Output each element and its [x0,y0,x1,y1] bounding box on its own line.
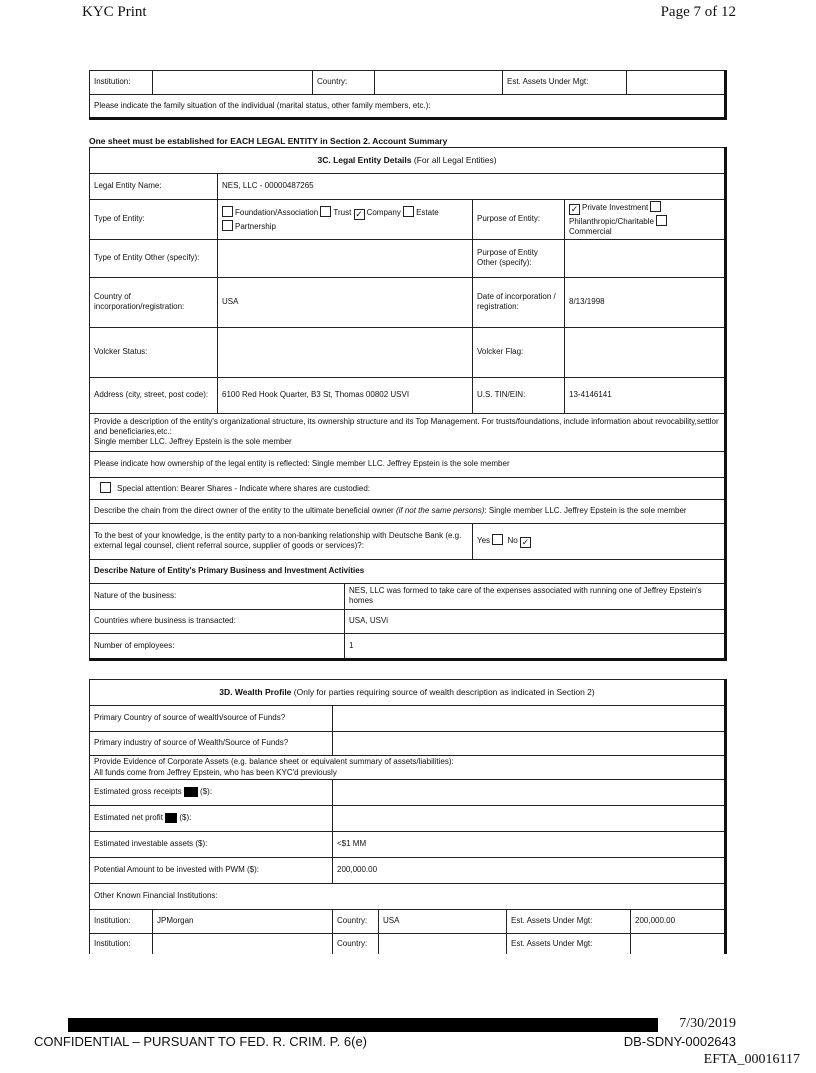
country-value [375,71,503,95]
country-label: Country: [313,71,375,95]
purpose-other-label: Purpose of Entity Other (specify): [473,239,565,277]
country-incorporation-label: Country of incorporation/registration: [90,277,218,327]
country-label: Country: [333,934,379,954]
efta-number: EFTA_00016117 [703,1052,800,1067]
redaction-bar [184,787,198,797]
family-table [89,70,727,120]
philanthropic-checkbox[interactable] [650,201,661,212]
legal-entity-note: One sheet must be established for EACH LEGAL ENTITY in Section 2. Account Summary [89,136,448,146]
net-profit-label: Estimated net profit ($): [90,806,333,832]
net-profit-value [333,806,726,832]
assets-label: Est. Assets Under Mgt: [503,71,627,95]
purpose-label: Purpose of Entity: [473,200,565,240]
ownership-reflection: Please indicate how ownership of the legal entity is reflected: Single member LLC. Jeffrey Epstein is the sole member [90,451,726,477]
country-value: USA [379,910,507,934]
countries-value: USA, USVi [345,609,726,633]
investable-assets-label: Estimated investable assets ($): [90,832,333,858]
volcker-status-value [218,327,473,377]
employees-value: 1 [345,633,726,659]
redaction-bar [165,813,177,823]
institution-label: Institution: [90,71,153,95]
potential-amount-label: Potential Amount to be invested with PWM ($): [90,858,333,884]
corporate-assets-evidence: Provide Evidence of Corporate Assets (e.g. balance sheet or equivalent summary of assets/liabilities): All funds come from Jeffrey Epstein, who has been KYC'd previously [90,756,726,780]
page-number: Page 7 of 12 [660,4,736,20]
foundation-checkbox[interactable] [222,206,233,217]
volcker-flag-value [565,327,726,377]
assets-value: 200,000.00 [631,910,726,934]
institution-value [153,71,313,95]
footer-date: 7/30/2019 [679,1016,736,1031]
gross-receipts-label: Estimated gross receipts ($): [90,780,333,806]
assets-value [627,71,726,95]
country-incorporation-value: USA [218,277,473,327]
bates-number: DB-SDNY-0002643 [623,1034,736,1049]
company-checkbox[interactable]: ✓ [355,209,363,220]
non-banking-answer: Yes No ✓ [473,523,726,559]
legal-entity-table [89,147,727,661]
primary-industry-value [333,732,726,756]
primary-industry-label: Primary industry of source of Wealth/Source of Funds? [90,732,333,756]
commercial-checkbox[interactable] [656,215,667,226]
date-incorporation-value: 8/13/1998 [565,277,726,327]
country-label: Country: [333,910,379,934]
institution-label: Institution: [90,910,153,934]
print-header-title: KYC Print [82,4,147,20]
assets-value [631,934,726,954]
tin-label: U.S. TIN/EIN: [473,377,565,413]
confidential-notice: CONFIDENTIAL – PURSUANT TO FED. R. CRIM. P. 6(e) [34,1034,368,1049]
date-incorporation-label: Date of incorporation / registration: [473,277,565,327]
investable-assets-value: <$1 MM [333,832,726,858]
section-3c-title: 3C. Legal Entity Details (For all Legal Entities) [90,148,726,174]
yes-checkbox[interactable] [492,534,503,545]
purpose-options: ✓ Private Investment Philanthropic/Charitable Commercial [565,200,726,240]
partnership-checkbox[interactable] [222,220,233,231]
entity-name-value: NES, LLC - 00000487265 [218,174,726,200]
ownership-chain: Describe the chain from the direct owner of the entity to the ultimate beneficial owner (if not the same persons): Single member LLC. Jeffrey Epstein is the sole member [90,499,726,523]
private-investment-checkbox[interactable]: ✓ [570,204,579,214]
no-checkbox[interactable]: ✓ [521,537,530,548]
family-situation-prompt: Please indicate the family situation of the individual (marital status, other family members, etc.): [90,95,726,119]
entity-type-options: Foundation/Association Trust ✓ Company Estate Partnership [218,200,473,240]
assets-label: Est. Assets Under Mgt: [507,910,631,934]
estate-checkbox[interactable] [403,206,414,217]
wealth-profile-table [89,679,727,954]
section-3d-title: 3D. Wealth Profile (Only for parties requiring source of wealth description as indicated in Section 2) [90,680,726,706]
employees-label: Number of employees: [90,633,345,659]
primary-country-value [333,706,726,732]
entity-type-label: Type of Entity: [90,200,218,240]
nature-label: Nature of the business: [90,583,345,609]
volcker-status-label: Volcker Status: [90,327,218,377]
redaction-bar [68,1018,658,1032]
non-banking-question: To the best of your knowledge, is the entity party to a non-banking relationship with Deutsche Bank (e.g. external legal counsel, client referral source, supplier of goods or services)?: [90,523,473,559]
tin-value: 13-4146141 [565,377,726,413]
country-value [379,934,507,954]
nature-value: NES, LLC was formed to take care of the expenses associated with running one of Jeffrey Epstein's homes [345,583,726,609]
assets-label: Est. Assets Under Mgt: [507,934,631,954]
trust-checkbox[interactable] [320,206,331,217]
institution-label: Institution: [90,934,153,954]
address-label: Address (city, street, post code): [90,377,218,413]
primary-country-label: Primary Country of source of wealth/source of Funds? [90,706,333,732]
institution-value: JPMorgan [153,910,333,934]
countries-label: Countries where business is transacted: [90,609,345,633]
potential-amount-value: 200,000.00 [333,858,726,884]
bearer-shares-row: Special attention: Bearer Shares - Indicate where shares are custodied: [90,477,726,499]
gross-receipts-value [333,780,726,806]
address-value: 6100 Red Hook Quarter, B3 St, Thomas 00802 USVI [218,377,473,413]
type-other-label: Type of Entity Other (specify): [90,239,218,277]
institution-value [153,934,333,954]
structure-description: Provide a description of the entity's organizational structure, its ownership structure and its Top Management. For trusts/foundations, include information about revocability,settlor and beneficiaries,etc.: Single member LLC. Jeffrey Epstein is the sole member [90,413,726,451]
volcker-flag-label: Volcker Flag: [473,327,565,377]
bearer-shares-checkbox[interactable] [100,482,111,493]
type-other-value [218,239,473,277]
other-institutions-label: Other Known Financial Institutions: [90,884,726,910]
entity-name-label: Legal Entity Name: [90,174,218,200]
nature-heading: Describe Nature of Entity's Primary Business and Investment Activities [90,559,726,583]
purpose-other-value [565,239,726,277]
